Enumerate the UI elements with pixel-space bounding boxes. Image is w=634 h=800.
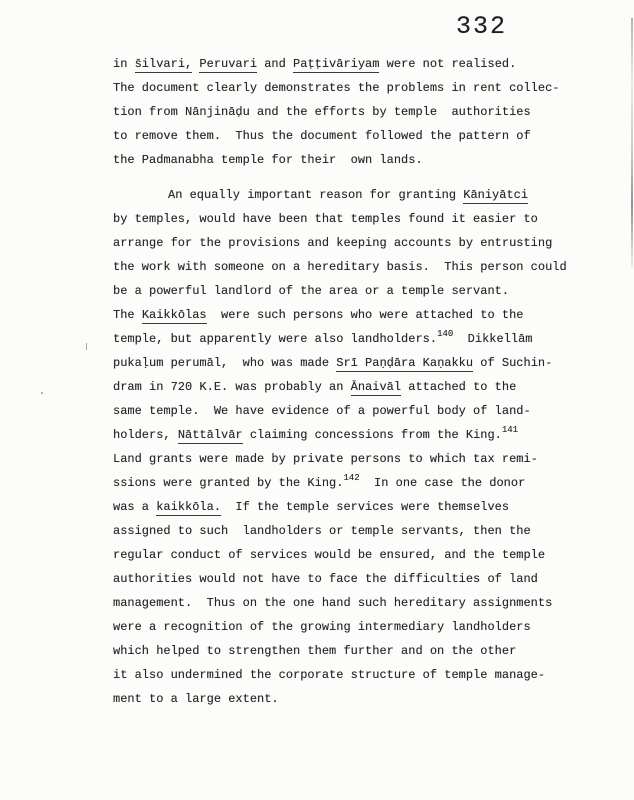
text-segment: authorities would not have to face the difficulties of land <box>113 572 538 586</box>
text-line <box>113 447 593 471</box>
text-segment: of Suchin- <box>473 356 553 370</box>
text-segment: and <box>257 57 294 71</box>
text-line <box>113 100 593 124</box>
underlined-term: Paṭṭivāriyam <box>293 57 380 71</box>
text-segment: holders, <box>113 428 178 442</box>
scan-speck <box>86 343 87 350</box>
text-segment: The <box>113 308 142 322</box>
underlined-term: Nāttālvār <box>177 428 243 442</box>
text-segment: were such persons who were attached to the <box>206 308 524 322</box>
text-line <box>113 124 593 148</box>
text-line <box>113 543 593 567</box>
scan-artifact-line <box>631 18 633 268</box>
text-segment: the work with someone on a hereditary basis. This person could <box>113 260 567 274</box>
text-segment: tion from Nānjināḍu and the efforts by temple authorities <box>113 105 531 119</box>
underlined-term: Kāniyātci <box>463 188 529 202</box>
text-segment: arrange for the provisions and keeping accounts by entrusting <box>113 236 553 250</box>
text-segment: dram in 720 K.E. was probably an <box>113 380 351 394</box>
text-segment: ssions were granted by the King. <box>113 476 344 490</box>
text-line <box>113 231 593 255</box>
page-number: 332 <box>456 12 508 41</box>
text-line <box>113 351 593 375</box>
text-segment: An equally important reason for granting <box>168 188 464 202</box>
text-line <box>113 615 593 639</box>
text-line <box>113 687 593 711</box>
text-segment: same temple. We have evidence of a powerful body of land- <box>113 404 531 418</box>
text-segment: regular conduct of services would be ensured, and the temple <box>113 548 546 562</box>
text-segment: which helped to strengthen them further and on the other <box>113 644 517 658</box>
text-segment: it also undermined the corporate structure of temple manage- <box>113 668 546 682</box>
text-segment: Dikkellām <box>453 332 533 346</box>
underlined-term: kaikkōla. <box>156 500 222 514</box>
text-line <box>113 183 593 207</box>
text-segment: be a powerful landlord of the area or a temple servant. <box>113 284 510 298</box>
text-line <box>113 303 593 327</box>
text-segment: were a recognition of the growing intermediary landholders <box>113 620 531 634</box>
text-segment: was a <box>113 500 157 514</box>
scan-speck <box>41 392 43 394</box>
text-segment: ment to a large extent. <box>113 692 279 706</box>
text-line <box>113 327 593 351</box>
text-segment: to remove them. Thus the document followed the pattern of <box>113 129 531 143</box>
text-line <box>113 471 593 495</box>
text-segment: management. Thus on the one hand such hereditary assignments <box>113 596 553 610</box>
text-segment: pukaḷum perumāl, who was made <box>113 356 337 370</box>
footnote-reference: 140 <box>437 329 454 339</box>
text-line <box>113 255 593 279</box>
text-block <box>113 52 593 711</box>
text-line <box>113 207 593 231</box>
text-segment: attached to the <box>401 380 517 394</box>
text-line <box>113 591 593 615</box>
footnote-reference: 141 <box>501 425 519 435</box>
underlined-term: s̄ilvari, <box>134 57 193 71</box>
text-line <box>113 375 593 399</box>
underlined-term: Peruvari <box>199 57 258 71</box>
text-line <box>113 399 593 423</box>
footnote-reference: 142 <box>343 473 360 483</box>
underlined-term: Srī Paṇḍāra Kaṇakku <box>336 356 474 370</box>
text-line <box>113 279 593 303</box>
text-segment: The document clearly demonstrates the problems in rent collec- <box>113 81 560 95</box>
text-line <box>113 423 593 447</box>
text-segment: If the temple services were themselves <box>221 500 510 514</box>
text-line <box>113 519 593 543</box>
underlined-term: Ānaivāl <box>350 380 402 394</box>
text-line <box>113 639 593 663</box>
text-segment: Land grants were made by private persons to which tax remi- <box>113 452 538 466</box>
text-segment: claiming concessions from the King. <box>242 428 502 442</box>
text-segment: temple, but apparently were also landholders. <box>113 332 438 346</box>
text-segment: In one case the donor <box>359 476 526 490</box>
text-line <box>113 495 593 519</box>
text-segment: assigned to such landholders or temple servants, then the <box>113 524 531 538</box>
text-line <box>113 148 593 172</box>
paragraph <box>113 52 593 172</box>
text-line <box>113 76 593 100</box>
paragraph <box>113 183 593 711</box>
text-line <box>113 663 593 687</box>
text-segment: in <box>113 57 135 71</box>
text-segment: by temples, would have been that temples found it easier to <box>113 212 538 226</box>
text-line <box>113 567 593 591</box>
underlined-term: Kaikkōlas <box>141 308 207 322</box>
text-line <box>113 52 593 76</box>
text-segment: the Padmanabha temple for their own lands. <box>113 153 423 167</box>
text-segment: were not realised. <box>379 57 517 71</box>
